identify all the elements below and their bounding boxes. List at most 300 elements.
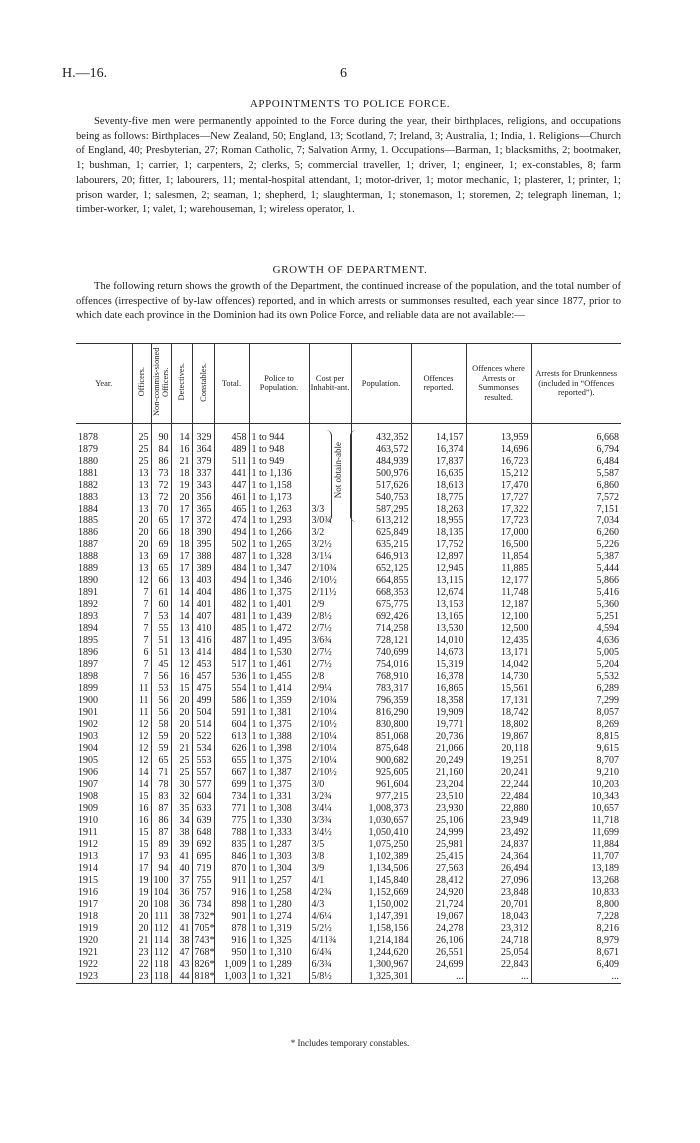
col-officers: Officers. — [132, 344, 151, 424]
table-cell: 1 to 1,289 — [249, 959, 309, 971]
table-cell: 12,187 — [466, 599, 531, 611]
table-cell: 3/4½ — [309, 827, 351, 839]
table-cell: 639 — [192, 815, 214, 827]
table-cell: 481 — [214, 611, 249, 623]
table-cell: 11,884 — [531, 839, 621, 851]
table-cell: 25 — [171, 755, 192, 767]
table-cell: 28,412 — [411, 875, 466, 887]
table-cell: 10,833 — [531, 887, 621, 899]
table-cell: 9,615 — [531, 743, 621, 755]
table-cell: 18,613 — [411, 480, 466, 492]
table-cell: 504 — [192, 707, 214, 719]
table-cell: 757 — [192, 887, 214, 899]
table-cell: 2/10¾ — [309, 695, 351, 707]
table-cell: 1,134,506 — [351, 863, 411, 875]
table-cell: 1896 — [78, 647, 98, 659]
table-cell: 474 — [214, 515, 249, 527]
table-row — [76, 959, 621, 971]
table-cell: 337 — [192, 468, 214, 480]
table-cell: 1917 — [78, 898, 98, 910]
brace-right — [350, 430, 357, 522]
table-row — [76, 755, 621, 767]
table-cell: 500,976 — [351, 468, 411, 480]
table-cell: 3/8 — [309, 851, 351, 863]
table-cell: 2/9¼ — [309, 683, 351, 695]
table-cell: 12 — [132, 719, 151, 731]
table-cell: 586 — [214, 695, 249, 707]
table-cell: 20,736 — [411, 731, 466, 743]
table-cell: 15 — [132, 827, 151, 839]
table-cell: 12 — [171, 659, 192, 671]
table-cell: 1888 — [78, 551, 98, 563]
table-cell: 407 — [192, 611, 214, 623]
table-cell: 11,748 — [466, 587, 531, 599]
table-row — [76, 599, 621, 611]
table-cell: 2/7½ — [309, 623, 351, 635]
table-cell: 1906 — [78, 767, 98, 779]
table-cell: 23 — [132, 947, 151, 959]
table-cell: 7 — [132, 659, 151, 671]
table-cell: 6,484 — [531, 456, 621, 468]
table-cell: 1 to 1,325 — [249, 935, 309, 947]
table-cell: 14,010 — [411, 635, 466, 647]
table-row — [76, 635, 621, 647]
table-cell: 692 — [192, 839, 214, 851]
table-cell: 604 — [214, 719, 249, 731]
table-cell: 1,009 — [214, 959, 249, 971]
table-cell: 23,930 — [411, 803, 466, 815]
table-cell: 1 to 1,257 — [249, 875, 309, 887]
table-cell: 15,212 — [466, 468, 531, 480]
table-cell: 1 to 948 — [249, 444, 309, 456]
table-cell: 2/9 — [309, 599, 351, 611]
table-cell: 695 — [192, 851, 214, 863]
table-row — [76, 647, 621, 659]
table-cell: 668,353 — [351, 587, 411, 599]
table-cell: 23,848 — [466, 887, 531, 899]
table-cell: 788 — [214, 827, 249, 839]
table-cell: 7 — [132, 623, 151, 635]
table-cell: 1,075,250 — [351, 839, 411, 851]
table-cell: 329 — [192, 432, 214, 444]
table-cell: 20 — [132, 539, 151, 551]
table-cell: 71 — [151, 767, 171, 779]
table-cell: 20 — [132, 923, 151, 935]
table-cell: 24,718 — [466, 935, 531, 947]
table-cell: 463,572 — [351, 444, 411, 456]
table-cell: 719 — [192, 863, 214, 875]
table-cell: 898 — [214, 899, 249, 911]
table-cell: 14,157 — [411, 432, 466, 444]
table-cell: 4/6¼ — [309, 911, 351, 923]
table-cell: 27,096 — [466, 875, 531, 887]
header-left: H.—16. — [62, 66, 108, 81]
table-cell: 17,837 — [411, 456, 466, 468]
table-cell: 17,131 — [466, 695, 531, 707]
table-cell: 4/3 — [309, 899, 351, 911]
table-cell: 699 — [214, 779, 249, 791]
table-cell: 22,244 — [466, 779, 531, 791]
table-cell: 1900 — [78, 695, 98, 707]
table-cell: 13 — [132, 563, 151, 575]
table-cell: 39 — [171, 839, 192, 851]
table-cell: 486 — [214, 587, 249, 599]
table-cell: 432,352 — [351, 432, 411, 444]
table-cell: 25,981 — [411, 839, 466, 851]
table-cell: 7,299 — [531, 695, 621, 707]
table-cell: 1 to 1,375 — [249, 779, 309, 791]
table-cell: ... — [466, 971, 531, 983]
table-cell: 53 — [151, 683, 171, 695]
table-cell: 21 — [171, 743, 192, 755]
table-cell: 38 — [171, 935, 192, 947]
table-cell: 3/1¼ — [309, 551, 351, 563]
growth-paragraph: The following return shows the growth of the Department, the continued increase of the population, and the total number of offences (irrespective of by-law offences) reported, and in which arrests or summonses resulted, each year since 1877, prior to which date each province in the Dominion had its own Police Force, and reliable data are not available:— — [76, 281, 621, 322]
table-cell: 78 — [151, 779, 171, 791]
table-cell: 901 — [214, 911, 249, 923]
table-row — [76, 719, 621, 731]
table-cell: 24,999 — [411, 827, 466, 839]
table-cell: 32 — [171, 791, 192, 803]
table-cell: 484,939 — [351, 456, 411, 468]
table-cell: 84 — [151, 444, 171, 456]
table-row — [76, 827, 621, 839]
table-cell: 66 — [151, 527, 171, 539]
table-cell: 16 — [171, 444, 192, 456]
table-cell: 1 to 1,265 — [249, 539, 309, 551]
table-cell: 20 — [132, 911, 151, 923]
table-cell: 13,165 — [411, 611, 466, 623]
table-cell: 25 — [132, 444, 151, 456]
table-cell: 86 — [151, 815, 171, 827]
table-cell: 17,752 — [411, 539, 466, 551]
table-cell: 465 — [214, 504, 249, 516]
table-cell: 705* — [192, 923, 214, 935]
table-cell: 17 — [132, 863, 151, 875]
table-row — [76, 671, 621, 683]
table-cell: 20 — [171, 492, 192, 504]
table-cell: 740,699 — [351, 647, 411, 659]
table-cell: 5/2½ — [309, 923, 351, 935]
table-cell: 38 — [171, 827, 192, 839]
table-cell: 7 — [132, 599, 151, 611]
table-row — [76, 575, 621, 587]
table-cell: 35 — [171, 803, 192, 815]
table-cell: 1919 — [78, 922, 98, 934]
table-cell: 484 — [214, 563, 249, 575]
table-cell: 22 — [132, 959, 151, 971]
table-cell: 1 to 1,330 — [249, 815, 309, 827]
table-cell: 977,215 — [351, 791, 411, 803]
table-cell: 23 — [132, 971, 151, 983]
table-cell: 12 — [132, 755, 151, 767]
table-cell: 414 — [192, 647, 214, 659]
table-cell: 20,249 — [411, 755, 466, 767]
table-cell: 10,343 — [531, 791, 621, 803]
table-cell: 514 — [192, 719, 214, 731]
table-cell: 25 — [171, 767, 192, 779]
table-row — [76, 527, 621, 539]
table-cell: 14,673 — [411, 647, 466, 659]
table-cell: 5,866 — [531, 575, 621, 587]
table-cell: 3/0 — [309, 779, 351, 791]
table-cell: 517 — [214, 659, 249, 671]
table-cell: 56 — [151, 671, 171, 683]
table-cell: 1887 — [78, 539, 98, 551]
table-cell: 1909 — [78, 803, 98, 815]
table-row — [76, 563, 621, 575]
table-cell: 17,000 — [466, 527, 531, 539]
col-ratio: Police to Population. — [249, 344, 309, 424]
table-cell: 5,360 — [531, 599, 621, 611]
col-detectives: Detectives. — [171, 344, 192, 424]
table-cell: 14,730 — [466, 671, 531, 683]
table-cell: 20 — [132, 515, 151, 527]
table-cell: 6,860 — [531, 480, 621, 492]
table-cell: 9,210 — [531, 767, 621, 779]
table-cell: 13 — [171, 647, 192, 659]
table-cell: 3/5 — [309, 839, 351, 851]
table-row — [76, 935, 621, 947]
table-cell: 1884 — [78, 503, 98, 515]
table-cell: 51 — [151, 635, 171, 647]
table-cell: 27,563 — [411, 863, 466, 875]
table-cell: 13,959 — [466, 432, 531, 444]
table-cell: 13,189 — [531, 863, 621, 875]
table-cell: 365 — [192, 504, 214, 516]
col-offences: Offences reported. — [411, 344, 466, 424]
table-cell: 7 — [132, 671, 151, 683]
table-cell: 19,909 — [411, 707, 466, 719]
table-cell: 626 — [214, 743, 249, 755]
table-row — [76, 923, 621, 935]
table-cell: 13,268 — [531, 875, 621, 887]
table-cell: 482 — [214, 599, 249, 611]
table-cell: 2/10¼ — [309, 731, 351, 743]
table-cell: 1 to 1,310 — [249, 947, 309, 959]
table-cell: 66 — [151, 575, 171, 587]
table-cell: 43 — [171, 959, 192, 971]
table-cell: 17,470 — [466, 480, 531, 492]
table-cell: 8,057 — [531, 707, 621, 719]
table-cell: 2/10½ — [309, 719, 351, 731]
table-cell: 900,682 — [351, 755, 411, 767]
table-cell: 487 — [214, 551, 249, 563]
table-cell: 86 — [151, 456, 171, 468]
table-cell: 53 — [151, 611, 171, 623]
table-cell: 5,532 — [531, 671, 621, 683]
table-cell: 835 — [214, 839, 249, 851]
table-cell: 1 to 949 — [249, 456, 309, 468]
table-cell: 7,228 — [531, 911, 621, 923]
table-cell: 734 — [214, 791, 249, 803]
table-cell: 89 — [151, 839, 171, 851]
table-cell: 15 — [171, 683, 192, 695]
table-cell: 18,775 — [411, 492, 466, 504]
table-cell: 18,358 — [411, 695, 466, 707]
table-cell: 16,635 — [411, 468, 466, 480]
table-cell: 818* — [192, 971, 214, 983]
table-cell: 11 — [132, 695, 151, 707]
table-cell: 5,226 — [531, 539, 621, 551]
table-cell: 83 — [151, 791, 171, 803]
table-cell: 18 — [171, 468, 192, 480]
col-total: Total. — [214, 344, 249, 424]
table-cell: 1 to 1,308 — [249, 803, 309, 815]
table-cell: 3/4¼ — [309, 803, 351, 815]
table-row — [76, 863, 621, 875]
table-cell: 10,203 — [531, 779, 621, 791]
table-cell: 1895 — [78, 635, 98, 647]
table-cell: 1,325,301 — [351, 971, 411, 983]
table-cell: 34 — [171, 815, 192, 827]
table-cell: 1892 — [78, 599, 98, 611]
table-cell: 553 — [192, 755, 214, 767]
table-cell: 24,920 — [411, 887, 466, 899]
table-cell: 13 — [132, 492, 151, 504]
table-cell: 36 — [171, 887, 192, 899]
table-row — [76, 731, 621, 743]
table-cell: 38 — [171, 911, 192, 923]
table-cell: 19,771 — [411, 719, 466, 731]
table-row — [76, 623, 621, 635]
table-cell: 1905 — [78, 755, 98, 767]
table-cell: 108 — [151, 899, 171, 911]
table-cell: 1 to 1,359 — [249, 695, 309, 707]
table-cell: 20 — [132, 527, 151, 539]
table-cell: 18,043 — [466, 911, 531, 923]
table-cell: 18,802 — [466, 719, 531, 731]
table-header-row — [76, 344, 621, 424]
table-cell: 403 — [192, 575, 214, 587]
table-cell: 1899 — [78, 683, 98, 695]
table-cell: 6,409 — [531, 959, 621, 971]
table-row — [76, 779, 621, 791]
table-cell: 356 — [192, 492, 214, 504]
table-row — [76, 659, 621, 671]
table-cell: 1,300,967 — [351, 959, 411, 971]
table-cell: 19,067 — [411, 911, 466, 923]
table-cell: 2/11½ — [309, 587, 351, 599]
table-cell: 61 — [151, 587, 171, 599]
table-cell: 416 — [192, 635, 214, 647]
table-cell: 5,444 — [531, 563, 621, 575]
table-cell: 14 — [171, 432, 192, 444]
table-cell: 73 — [151, 468, 171, 480]
table-cell: 8,800 — [531, 899, 621, 911]
table-cell: 5,587 — [531, 468, 621, 480]
table-cell: 13,171 — [466, 647, 531, 659]
table-cell: 796,359 — [351, 695, 411, 707]
table-cell: 441 — [214, 468, 249, 480]
table-cell: 816,290 — [351, 707, 411, 719]
table-cell: 8,216 — [531, 923, 621, 935]
appointments-title: APPOINTMENTS TO POLICE FORCE. — [249, 98, 451, 110]
table-cell: 1883 — [78, 491, 98, 503]
table-cell: 604 — [192, 791, 214, 803]
table-cell: 1 to 1,304 — [249, 863, 309, 875]
table-cell: 1 to 1,401 — [249, 599, 309, 611]
table-cell: 1891 — [78, 587, 98, 599]
table-cell: 72 — [151, 480, 171, 492]
table-cell: 540,753 — [351, 492, 411, 504]
table-cell: 5,251 — [531, 611, 621, 623]
table-cell: 20 — [171, 695, 192, 707]
table-cell: 625,849 — [351, 527, 411, 539]
table-cell: 461 — [214, 492, 249, 504]
table-cell: 12 — [132, 743, 151, 755]
table-cell: 1 to 1,158 — [249, 480, 309, 492]
table-cell: 11,699 — [531, 827, 621, 839]
table-cell: 94 — [151, 863, 171, 875]
table-cell: 7 — [132, 587, 151, 599]
table-cell: 20,241 — [466, 767, 531, 779]
table-cell: 23,949 — [466, 815, 531, 827]
table-cell: 1880 — [78, 455, 98, 467]
table-cell: 404 — [192, 587, 214, 599]
table-cell: 8,269 — [531, 719, 621, 731]
table-cell: 664,855 — [351, 575, 411, 587]
table-cell: 6,668 — [531, 432, 621, 444]
table-cell: 925,605 — [351, 767, 411, 779]
table-cell: 12,674 — [411, 587, 466, 599]
table-cell: 7,034 — [531, 515, 621, 527]
table-cell: 12,897 — [411, 551, 466, 563]
table-cell: 453 — [192, 659, 214, 671]
table-cell: 18,742 — [466, 707, 531, 719]
table-cell: 728,121 — [351, 635, 411, 647]
table-cell: 13 — [132, 468, 151, 480]
table-row — [76, 707, 621, 719]
table-cell: 633 — [192, 803, 214, 815]
table-cell: 646,913 — [351, 551, 411, 563]
table-cell: 17 — [132, 851, 151, 863]
table-cell: 8,707 — [531, 755, 621, 767]
table-cell: 1 to 1,333 — [249, 827, 309, 839]
table-cell: 401 — [192, 599, 214, 611]
table-cell: 830,800 — [351, 719, 411, 731]
table-cell: 11 — [132, 683, 151, 695]
table-cell: 19 — [132, 875, 151, 887]
table-row — [76, 875, 621, 887]
table-cell: 1923 — [76, 971, 132, 983]
table-cell: 1912 — [78, 839, 98, 851]
table-cell: 19 — [132, 887, 151, 899]
table-cell: 56 — [151, 695, 171, 707]
table-cell: 20 — [171, 719, 192, 731]
table-cell: 22,880 — [466, 803, 531, 815]
table-cell: 343 — [192, 480, 214, 492]
table-cell: 494 — [214, 527, 249, 539]
table-cell: 591 — [214, 707, 249, 719]
table-cell: 1 to 1,258 — [249, 887, 309, 899]
table-cell: 1881 — [78, 467, 98, 479]
table-cell: 16,500 — [466, 539, 531, 551]
table-cell: 22,843 — [466, 959, 531, 971]
table-cell: 72 — [151, 492, 171, 504]
table-cell: 16 — [171, 671, 192, 683]
table-cell: 534 — [192, 743, 214, 755]
table-cell: 24,364 — [466, 851, 531, 863]
table-cell: 25 — [132, 432, 151, 444]
table-cell: 487 — [214, 635, 249, 647]
table-cell: 1910 — [78, 815, 98, 827]
table-cell: 6,289 — [531, 683, 621, 695]
table-cell: 90 — [151, 432, 171, 444]
table-cell: 14 — [171, 599, 192, 611]
table-cell: 26,551 — [411, 947, 466, 959]
table-cell: 875,648 — [351, 743, 411, 755]
